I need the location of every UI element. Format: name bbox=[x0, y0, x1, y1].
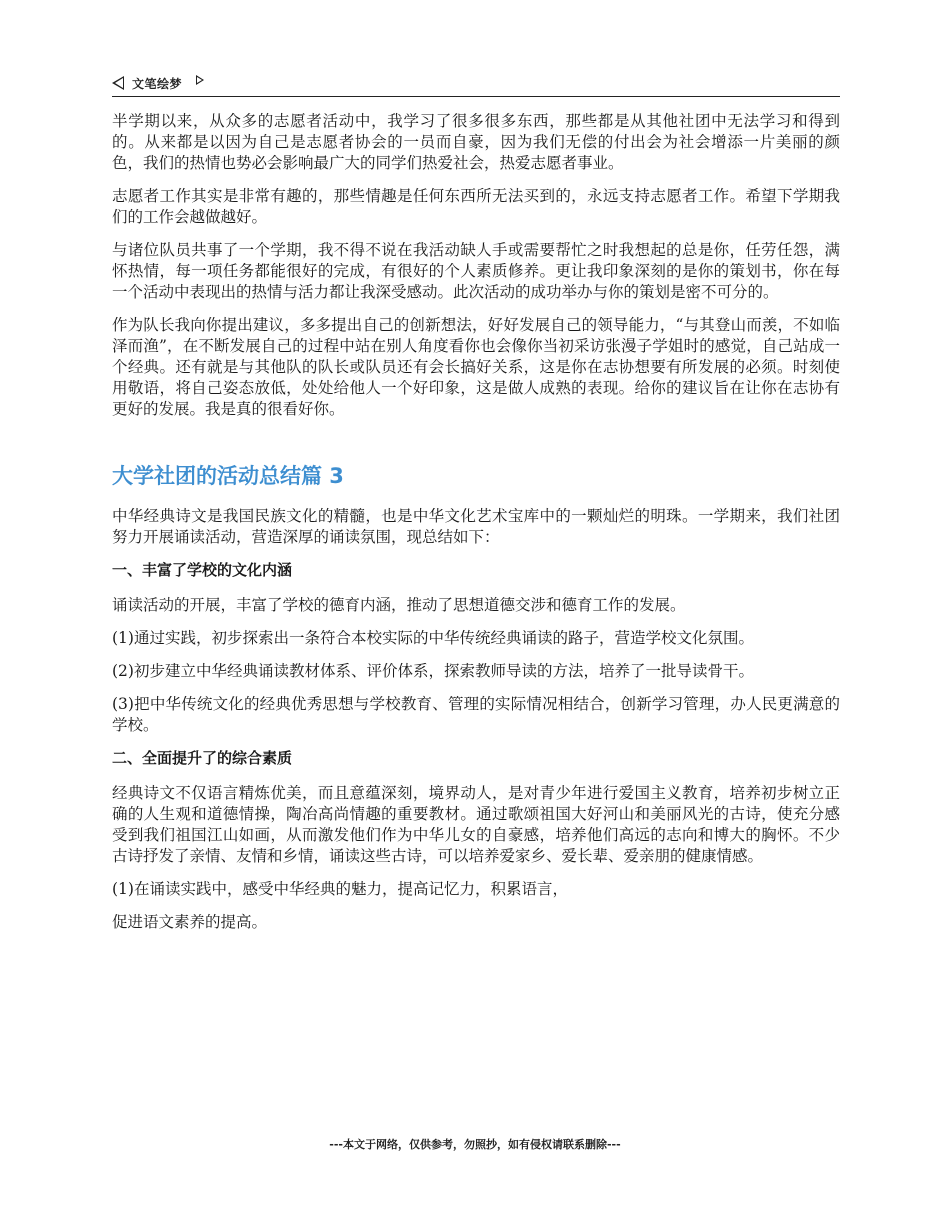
brand-name: 文笔绘梦 bbox=[132, 76, 183, 91]
paragraph: 半学期以来，从众多的志愿者活动中，我学习了很多很多东西，那些都是从其他社团中无法学习和得到的。从来都是以因为自己是志愿者协会的一员而自豪，因为我们无偿的付出会为社会增添一片美丽的颜色，我们的热情也势必会影响最广大的同学们热爱社会，热爱志愿者事业。 bbox=[112, 112, 840, 172]
document-body bbox=[112, 111, 840, 933]
paragraph: 作为队长我向你提出建议，多多提出自己的创新想法，好好发展自己的领导能力，“与其登山而羡，不如临泽而渔”，在不断发展自己的过程中站在别人角度看你也会像你当初采访张漫子学姐时的感觉，自己站成一个经典。还有就是与其他队的队长或队员还有会长搞好关系，这是你在志协想要有所发展的必须。时刻使用敬语，将自己姿态放低，处处给他人一个好印象，这是做人成熟的表现。给你的建议旨在让你在志协有更好的发展。我是真的很看好你。 bbox=[112, 316, 840, 418]
list-item: (3)把中华传统文化的经典优秀思想与学校教育、管理的实际情况相结合，创新学习管理，办人民更满意的学校。 bbox=[112, 695, 840, 734]
forward-arrow-icon[interactable] bbox=[196, 75, 204, 85]
paragraph: 诵读活动的开展，丰富了学校的德育内涵，推动了思想道德交涉和德育工作的发展。 bbox=[112, 596, 686, 614]
section-intro: 中华经典诗文是我国民族文化的精髓，也是中华文化艺术宝库中的一颗灿烂的明珠。一学期来，我们社团努力开展诵读活动，营造深厚的诵读氛围，现总结如下： bbox=[112, 507, 840, 546]
paragraph: 促进语文素养的提高。 bbox=[112, 913, 268, 931]
list-item: (2)初步建立中华经典诵读教材体系、评价体系，探索教师导读的方法，培养了一批导读骨干。 bbox=[112, 662, 754, 680]
list-item: (1)通过实践，初步探索出一条符合本校实际的中华传统经典诵读的路子，营造学校文化氛围。 bbox=[112, 629, 754, 647]
subheading-culture: 一、丰富了学校的文化内涵 bbox=[112, 561, 293, 579]
list-item: (1)在诵读实践中，感受中华经典的魅力，提高记忆力，积累语言， bbox=[112, 880, 568, 898]
paragraph: 与诸位队员共事了一个学期，我不得不说在我活动缺人手或需要帮忙之时我想起的总是你，任劳任怨，满怀热情，每一项任务都能很好的完成，有很好的个人素质修养。更让我印象深刻的是你的策划书，你在每一个活动中表现出的热情与活力都让我深受感动。此次活动的成功举办与你的策划是密不可分的。 bbox=[112, 241, 840, 301]
footer-notice: ---本文于网络，仅供参考，勿照抄，如有侵权请联系删除--- bbox=[329, 1138, 621, 1151]
subheading-quality: 二、全面提升了的综合素质 bbox=[112, 749, 293, 767]
paragraph: 志愿者工作其实是非常有趣的，那些情趣是任何东西所无法买到的，永远支持志愿者工作。希望下学期我们的工作会越做越好。 bbox=[112, 187, 840, 226]
back-arrow-icon[interactable] bbox=[112, 76, 124, 90]
document-page bbox=[112, 70, 840, 945]
page-header bbox=[112, 70, 840, 97]
paragraph: 经典诗文不仅语言精炼优美，而且意蕴深刻，境界动人，是对青少年进行爱国主义教育，培养初步树立正确的人生观和道德情操，陶冶高尚情趣的重要教材。通过歌颂祖国大好河山和美丽风光的古诗，使充分感受到我们祖国江山如画，从而激发他们作为中华儿女的自豪感，培养他们高远的志向和博大的胸怀。不少古诗抒发了亲情、友情和乡情，诵读这些古诗，可以培养爱家乡、爱长辈、爱亲朋的健康情感。 bbox=[112, 784, 840, 865]
section-title: 大学社团的活动总结篇 3 bbox=[112, 464, 344, 488]
